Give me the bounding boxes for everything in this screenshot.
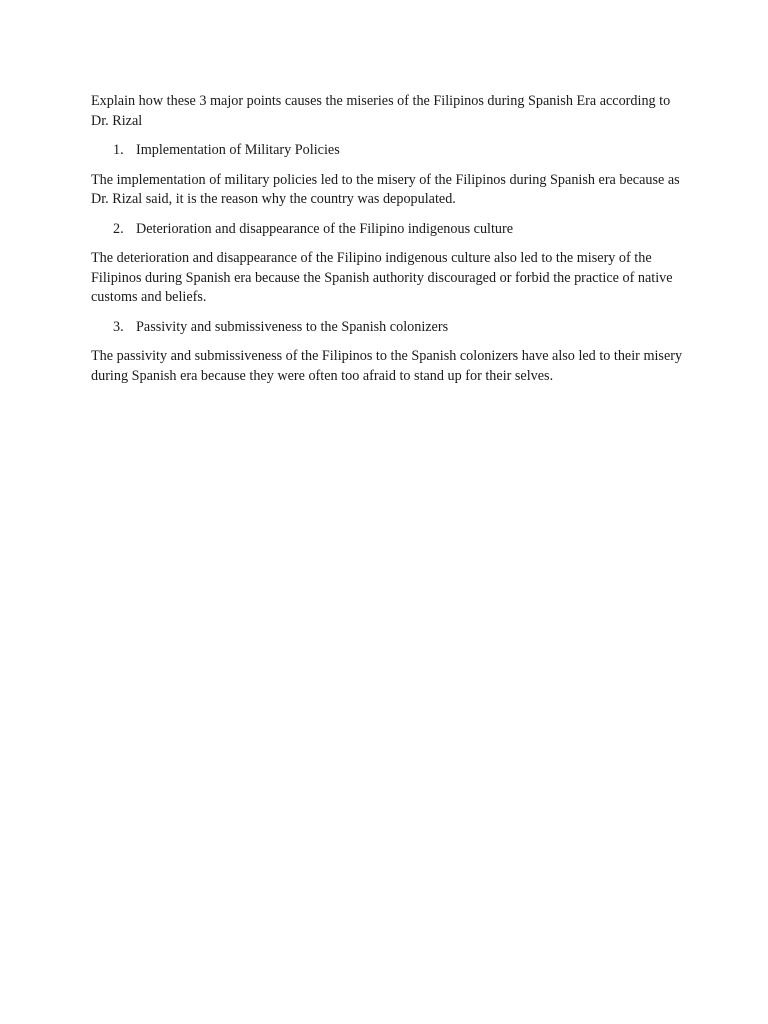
point-heading: Passivity and submissiveness to the Spanish colonizers [136,318,449,335]
list-item-2 [91,220,691,240]
list-number: 1. [113,142,124,158]
list-number: 3. [113,318,124,335]
list-number: 2. [113,220,124,237]
point-answer: The deterioration and disappearance of the Filipino indigenous culture also led to the misery of the Filipinos during Spanish era because the Spanish authority discouraged or forbid the practice of native customs and beliefs. [91,250,673,305]
point-answer: The implementation of military policies led to the misery of the Filipinos during Spanish era because as Dr. Rizal said, it is the reason why the country was depopulated. [91,171,680,207]
question-prompt: Explain how these 3 major points causes the miseries of the Filipinos during Spanish Era according to Dr. Rizal [91,93,671,129]
list-item-1 [91,141,691,161]
point-answer: The passivity and submissiveness of the Filipinos to the Spanish colonizers have also led to their misery during Spanish era because they were often too afraid to stand up for their selves. [91,348,683,384]
point-heading: Deterioration and disappearance of the Filipino indigenous culture [136,220,514,237]
point-heading: Implementation of Military Policies [136,142,340,158]
document-body [91,92,691,396]
list-item-3 [91,318,691,338]
